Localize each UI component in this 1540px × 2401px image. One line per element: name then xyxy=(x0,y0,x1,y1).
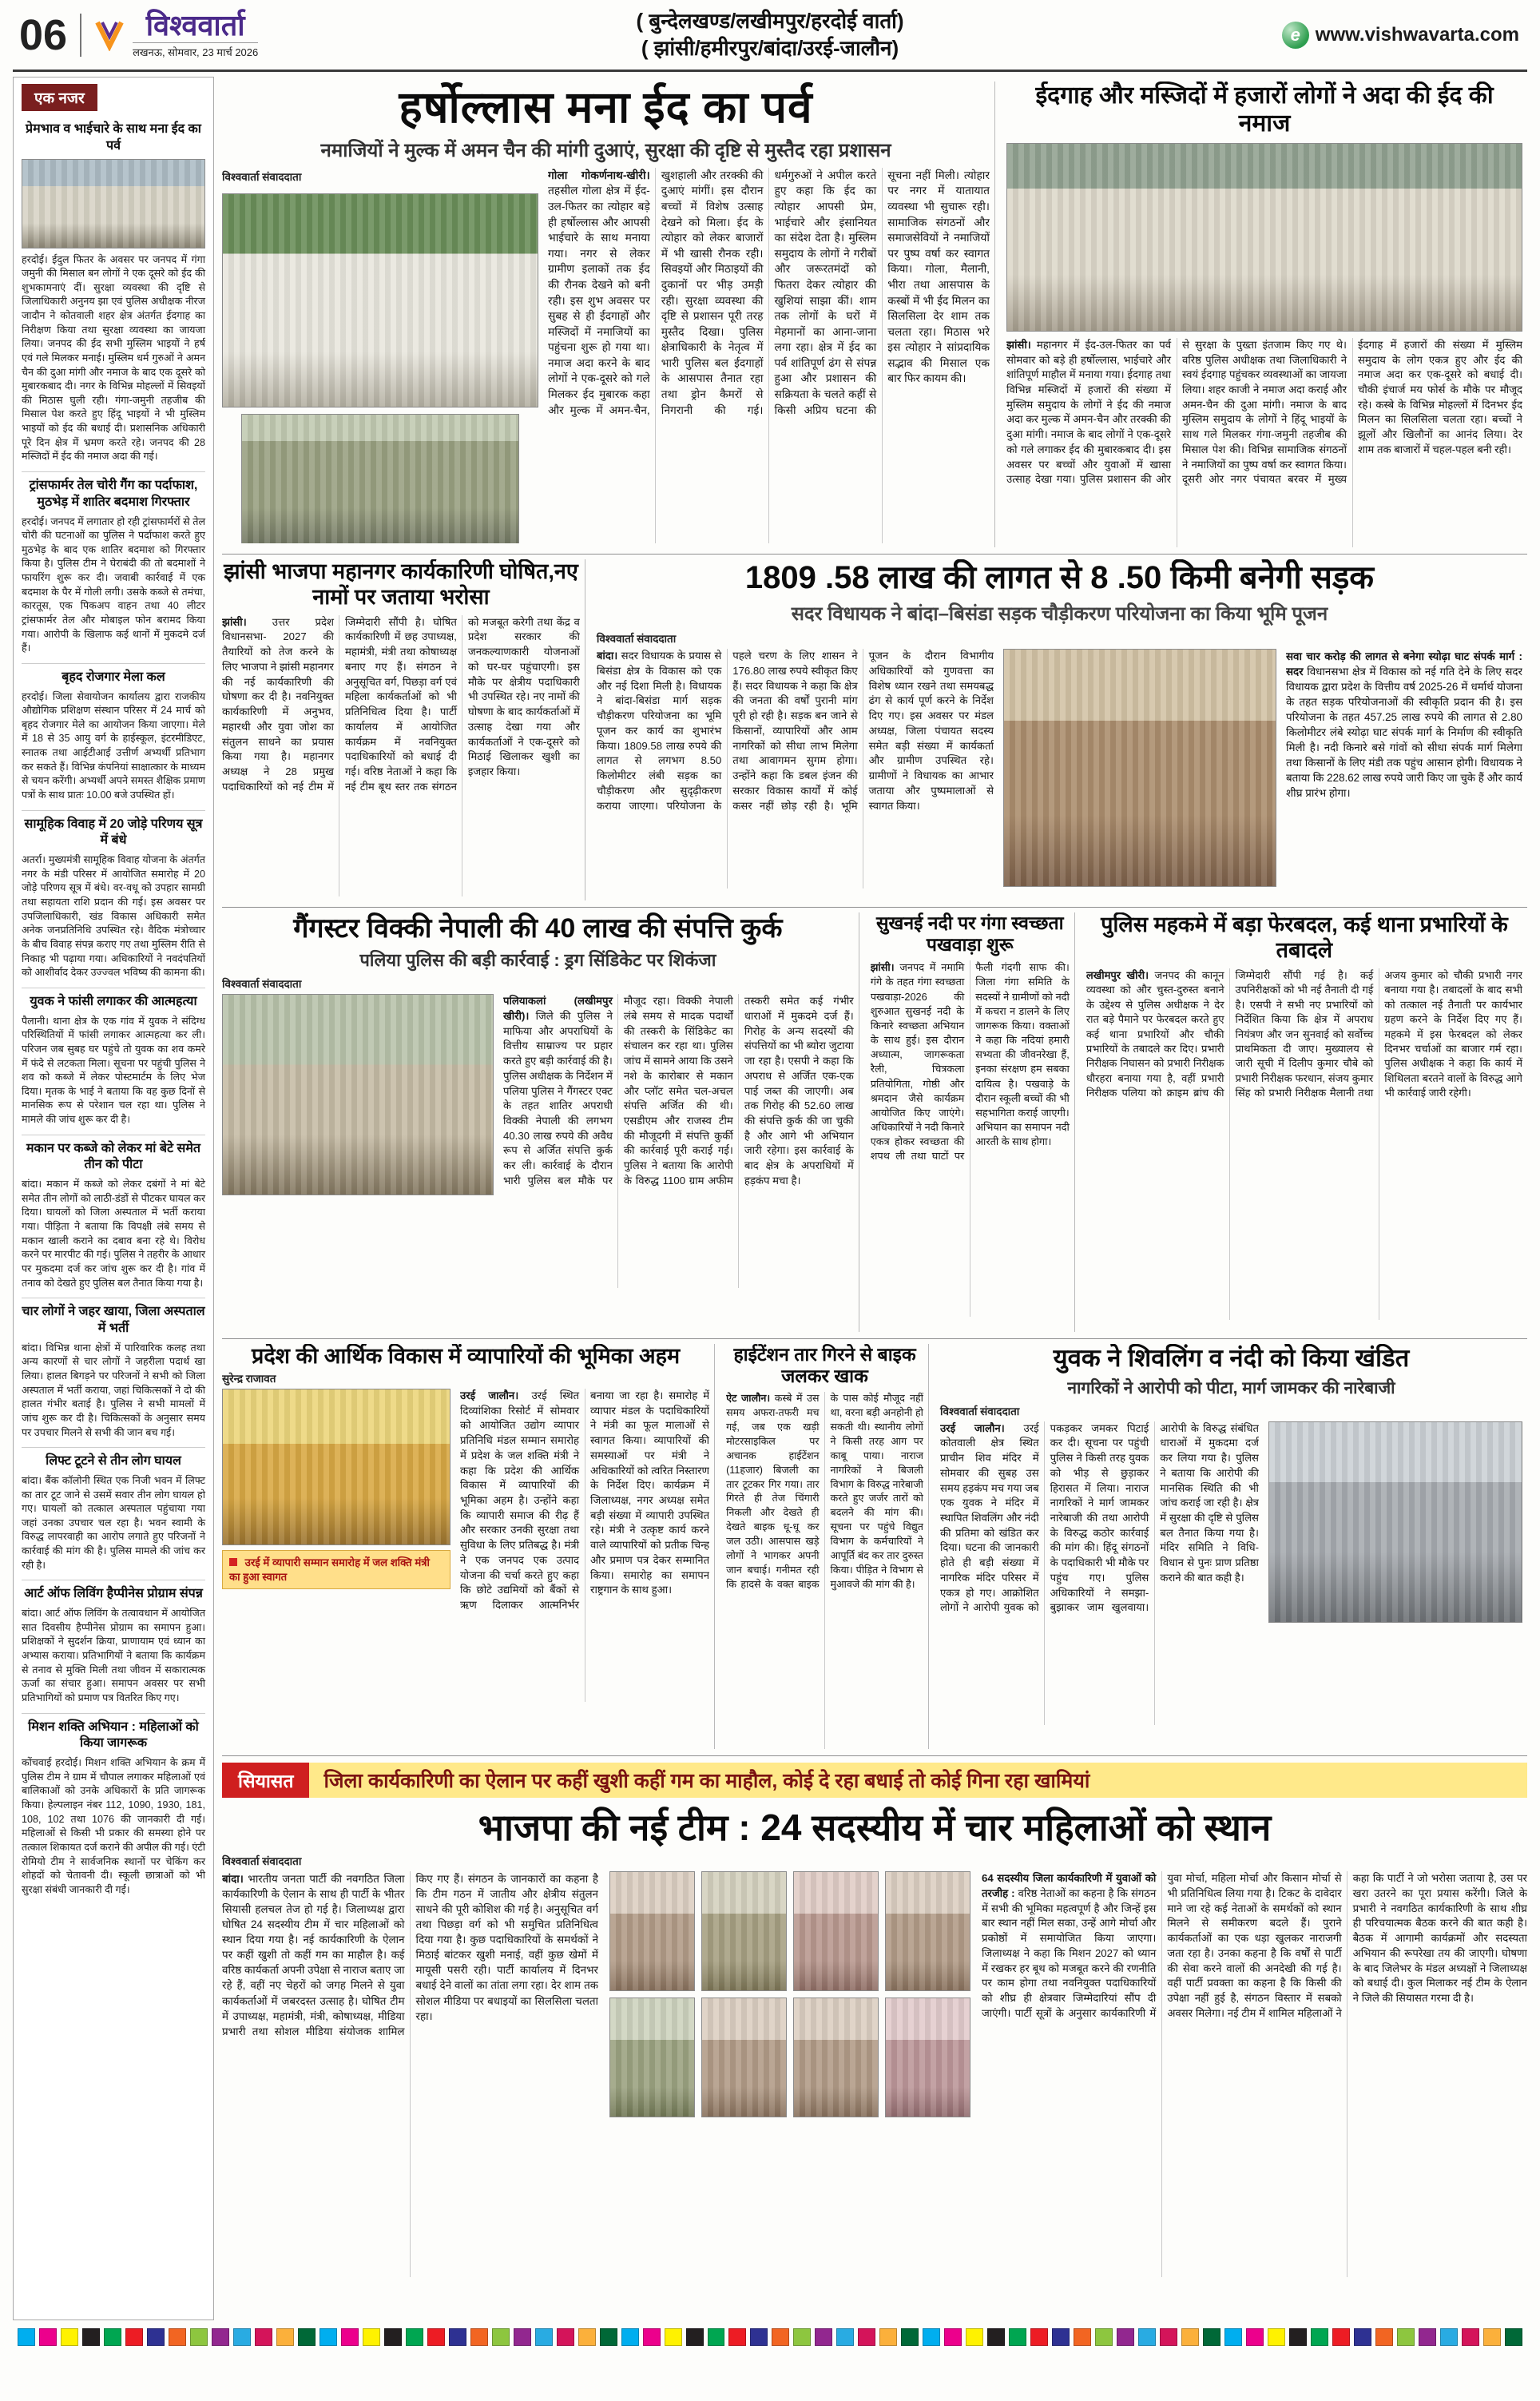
traders-body-text: उरई स्थित दिव्यांशिका रिसोर्ट में सोमवार को आयोजित उद्योग व्यापार प्रतिनिधि मंडल सम्मान समारोह में प्रदेश के जल शक्ति मंत्री ने कहा कि प्रदेश की आर्थिक विकास में व्यापारियों की भूमिका अहम है। उन्होंने कहा कि व्यापारी समाज की रीढ़ हैं और सरकार उनकी सुरक्षा तथा सुविधा के लिए प्रतिबद्ध है। मंत्री ने एक जनपद एक उत्पाद योजना की चर्चा करते हुए कहा कि छोटे उद्यमियों को बैंकों से ऋण दिलाकर आत्मनिर्भर बनाया जा रहा है। समारोह में व्यापार मंडल के पदाधिकारियों ने मंत्री का फूल मालाओं से स्वागत किया। व्यापारियों की समस्याओं पर मंत्री ने अधिकारियों को त्वरित निस्तारण के निर्देश दिए। कार्यक्रम में जिलाध्यक्ष, नगर अध्यक्ष समेत बड़ी संख्या में व्यापारी उपस्थित रहे। मंत्री ने उत्कृष्ट कार्य करने वाले व्यापारियों को प्रतीक चिन्ह और प्रमाण पत्र देकर सम्मानित किया। समारोह का समापन राष्ट्रगान के साथ हुआ। xyxy=(460,1389,710,1612)
color-swatch xyxy=(944,2328,962,2346)
sukhnai-body-text: जनपद में नमामि गंगे के तहत गंगा स्वच्छता पखवाड़ा-2026 की शुरुआत सुखनई नदी के किनारे स्वच्छता अभियान के साथ हुई। इस दौरान अध्यात्म, जागरूकता रैली, चित्रकला प्रतियोगिता, गोष्ठी और श्रमदान जैसे कार्यक्रम आयोजित किए जाएंगे। अधिकारियों ने नदी किनारे एकत्र होकर स्वच्छता की शपथ ली तथा घाटों पर फैली गंदगी साफ की। जिला गंगा समिति के सदस्यों ने ग्रामीणों को नदी में कचरा न डालने के लिए जागरूक किया। वक्ताओं ने कहा कि नदियां हमारी सभ्यता की जीवनरेखा हैं, इनका संरक्षण हम सबका दायित्व है। पखवाड़े के दौरान स्कूली बच्चों की भी सहभागिता कराई जाएगी। अभियान का समापन नदी आरती के साथ होगा। xyxy=(870,961,1070,1163)
road-dateline: बांदा। xyxy=(596,650,618,662)
lead-byline: विश्ववार्ता संवाददाता xyxy=(222,170,302,183)
road-body xyxy=(597,649,994,888)
lead-dateline: गोला गोकर्णनाथ-खीरी। xyxy=(548,169,650,181)
article-eidgah-namaz xyxy=(994,81,1527,547)
leader-portrait-photo xyxy=(885,1998,970,2117)
property-seizure-photo xyxy=(222,994,494,1195)
article-hightension-bike xyxy=(714,1344,928,1749)
sidebar-ek-nazar xyxy=(13,77,214,2320)
color-swatch xyxy=(901,2328,919,2346)
color-swatch xyxy=(212,2328,229,2346)
sidebar-article-transformer-gang xyxy=(22,472,205,664)
sidebar-eid-photo xyxy=(22,159,205,248)
article-traders-role xyxy=(222,1344,714,1749)
edition-regions-line2: ( झांसी/हमीरपुर/बांदा/उरई-जालौन) xyxy=(641,35,899,60)
row-fourth xyxy=(222,1339,1527,1756)
lead-subhead: नमाजियों ने मुल्क में अमन चैन की मांगी दुआएं, सुरक्षा की दृष्टि से मुस्तैद रहा प्रशासन xyxy=(320,139,891,161)
color-swatch xyxy=(18,2328,35,2346)
road-byline: विश्ववार्ता संवाददाता xyxy=(596,633,677,646)
sidebar-article-title: प्रेमभाव व भाईचारे के साथ मना ईद का पर्व xyxy=(26,122,201,153)
color-swatch xyxy=(987,2328,1005,2346)
masthead-dateline: लखनऊ, सोमवार, 23 मार्च 2026 xyxy=(133,42,258,59)
article-road-project xyxy=(585,559,1527,900)
road-body-text: सदर विधायक के प्रयास से बिसंडा क्षेत्र के विकास को एक और नई दिशा मिली है। विधायक ने बांदा-बिसंडा मार्ग सड़क चौड़ीकरण परियोजना का भूमि पूजन कर कार्य का शुभारंभ किया। 1809.58 लाख रुपये की लागत से लगभग 8.50 किलोमीटर लंबी सड़क का चौड़ीकरण और सुदृढ़ीकरण कराया जाएगा। परियोजना के पहले चरण के लिए शासन ने 176.80 लाख रुपये स्वीकृत किए हैं। सदर विधायक ने कहा कि क्षेत्र की जनता की वर्षों पुरानी मांग पूरी हो रही है। सड़क बन जाने से किसानों, व्यापारियों और आम नागरिकों को सीधा लाभ मिलेगा तथा आवागमन सुगम होगा। उन्होंने कहा कि डबल इंजन की सरकार विकास कार्यों में कोई कसर नहीं छोड़ रही है। भूमि पूजन के दौरान विभागीय अधिकारियों को गुणवत्ता का विशेष ध्यान रखने तथा समयबद्ध ढंग से कार्य पूर्ण करने के निर्देश दिए गए। इस अवसर पर मंडल अध्यक्ष, जिला पंचायत सदस्य समेत बड़ी संख्या में कार्यकर्ता और ग्रामीण उपस्थित रहे। ग्रामीणों ने विधायक का आभार जताया और पुष्पमालाओं से स्वागत किया। xyxy=(596,650,994,812)
traders-dateline: उरई जालौन। xyxy=(460,1389,519,1401)
hightension-body xyxy=(726,1392,923,1749)
color-swatch xyxy=(557,2328,574,2346)
color-swatch xyxy=(514,2328,531,2346)
color-swatch xyxy=(600,2328,617,2346)
color-swatch xyxy=(384,2328,402,2346)
color-swatch xyxy=(535,2328,553,2346)
color-swatch xyxy=(621,2328,639,2346)
color-swatch xyxy=(125,2328,143,2346)
color-swatch xyxy=(427,2328,445,2346)
color-swatch xyxy=(923,2328,940,2346)
traders-content xyxy=(222,1389,709,1702)
traders-body xyxy=(460,1389,709,1702)
lead-photo-column xyxy=(222,168,538,543)
lead-headline: हर्षोल्लास मना ईद का पर्व xyxy=(399,82,813,132)
shivling-body-text: उरई कोतवाली क्षेत्र स्थित प्राचीन शिव मंदिर में सोमवार की सुबह उस समय हड़कंप मच गया जब एक युवक ने मंदिर में स्थापित शिवलिंग और नंदी की प्रतिमा को खंडित कर दिया। घटना की जानकारी होते ही बड़ी संख्या में नागरिक मंदिर परिसर में एकत्र हो गए। आक्रोशित लोगों ने आरोपी युवक को पकड़कर जमकर पिटाई कर दी। सूचना पर पहुंची पुलिस ने किसी तरह युवक को भीड़ से छुड़ाकर हिरासत में लिया। नाराज नागरिकों ने मार्ग जामकर नारेबाजी की तथा आरोपी के विरुद्ध कठोर कार्रवाई की मांग की। हिंदू संगठनों के पदाधिकारी भी मौके पर पहुंच गए। पुलिस अधिकारियों ने समझा-बुझाकर जाम खुलवाया। आरोपी के विरुद्ध संबंधित धाराओं में मुकदमा दर्ज कर लिया गया है। पुलिस ने बताया कि आरोपी की मानसिक स्थिति की भी जांच कराई जा रही है। क्षेत्र में सुरक्षा की दृष्टि से पुलिस बल तैनात किया गया है। मंदिर समिति ने विधि-विधान से पुनः प्राण प्रतिष्ठा कराने की बात कही है। xyxy=(939,1421,1259,1614)
jhansi-bjp-body-text: उत्तर प्रदेश विधानसभा- 2027 की तैयारियों को तेज करने के लिए भाजपा ने झांसी महानगर की नई कार्यकारिणी की घोषणा कर दी है। नवनियुक्त कार्यकारिणी में अनुभव, महारथी और युवा जोश का संतुलन साधने का प्रयास किया गया है। महानगर अध्यक्ष ने 28 प्रमुख पदाधिकारियों को नई टीम में जिम्मेदारी सौंपी है। घोषित कार्यकारिणी में छह उपाध्यक्ष, महामंत्री, मंत्री तथा कोषाध्यक्ष बनाए गए हैं। संगठन ने अनुसूचित वर्ग, पिछड़ा वर्ग एवं महिला कार्यकर्ताओं को भी प्रतिनिधित्व दिया है। पार्टी कार्यालय में आयोजित कार्यक्रम में नवनियुक्त पदाधिकारियों को बधाई दी गई। वरिष्ठ नेताओं ने कहा कि नई टीम बूथ स्तर तक संगठन को मजबूत करेगी तथा केंद्र व प्रदेश सरकार की जनकल्याणकारी योजनाओं को घर-घर पहुंचाएगी। इस मौके पर क्षेत्रीय पदाधिकारी भी उपस्थित रहे। नए नामों की घोषणा के बाद कार्यकर्ताओं में उत्साह देखा गया और कार्यकर्ताओं ने एक-दूसरे को मिठाई खिलाकर खुशी का इजहार किया। xyxy=(222,615,580,793)
color-swatch xyxy=(1354,2328,1371,2346)
gangster-body-text: जिले की पुलिस ने माफिया और अपराधियों के वित्तीय साम्राज्य पर प्रहार करते हुए बड़ी कार्रवाई की है। पुलिस अधीक्षक के निर्देशन में पलिया पुलिस ने गैंगस्टर एक्ट के तहत शातिर अपराधी विक्की नेपाली की लगभग 40.30 लाख रुपये की अवैध रूप से अर्जित संपत्ति कुर्क कर ली। कार्रवाई के दौरान भारी पुलिस बल मौके पर मौजूद रहा। विक्की नेपाली लंबे समय से मादक पदार्थों की तस्करी के सिंडिकेट का संचालन कर रहा था। पुलिस जांच में सामने आया कि उसने नशे के कारोबार से मकान और प्लॉट समेत चल-अचल संपत्ति अर्जित की थी। एसडीएम और राजस्व टीम की मौजूदगी में संपत्ति कुर्की की कार्रवाई पूरी कराई गई। पुलिस ने बताया कि आरोपी के विरुद्ध 1100 ग्राम अफीम तस्करी समेत कई गंभीर धाराओं में मुकदमे दर्ज हैं। गिरोह के अन्य सदस्यों की संपत्तियों का भी ब्योरा जुटाया जा रहा है। एसपी ने कहा कि अपराध से अर्जित एक-एक पाई जब्त की जाएगी। अब तक गिरोह की 52.60 लाख की संपत्ति कुर्क की जा चुकी है और आगे भी अभियान जारी रहेगा। इस कार्रवाई के बाद क्षेत्र के अपराधियों में हड़कंप मचा है। xyxy=(503,995,854,1187)
politics-dateline: बांदा। xyxy=(222,1873,244,1886)
sidebar-article-art-of-living xyxy=(22,1580,205,1713)
police-body-text: जनपद की कानून व्यवस्था को और चुस्त-दुरुस्त बनाने के उद्देश्य से पुलिस अधीक्षक ने देर रात बड़े पैमाने पर फेरबदल करते हुए कई थाना प्रभारियों और चौकी प्रभारियों के तबादले कर दिए। प्रभारी निरीक्षक निघासन को प्रभारी निरीक्षक धौरहरा बनाया गया है, वहीं प्रभारी निरीक्षक पलिया को क्राइम ब्रांच की जिम्मेदारी सौंपी गई है। कई उपनिरीक्षकों को भी नई तैनाती दी गई है। एसपी ने सभी नए प्रभारियों को निर्देशित किया कि क्षेत्र में अपराध नियंत्रण और जन सुनवाई को सर्वोच्च प्राथमिकता दी जाए। मुख्यालय से जारी सूची में दिलीप कुमार चौबे को प्रभारी निरीक्षक फरधान, संजय कुमार सिंह को प्रभारी निरीक्षक मैलानी तथा अजय कुमार को चौकी प्रभारी नगर बनाया गया है। तबादलों के बाद सभी को तत्काल नई तैनाती पर कार्यभार ग्रहण करने के निर्देश दिए गए हैं। महकमे में इस फेरबदल को लेकर दिनभर चर्चाओं का बाजार गर्म रहा। पुलिस अधीक्षक ने कहा कि कार्य में शिथिलता बरतने वालों के विरुद्ध आगे भी कार्रवाई जारी रहेगी। xyxy=(1086,968,1522,1099)
gangster-subhead: पलिया पुलिस की बड़ी कार्रवाई : ड्रग सिंडिकेट पर शिकंजा xyxy=(359,950,716,971)
jhansi-bjp-headline: झांसी भाजपा महानगर कार्यकारिणी घोषित,नए नामों पर जताया भरोसा xyxy=(224,559,578,609)
color-swatch xyxy=(750,2328,768,2346)
politics-crosshead: 64 सदस्यीय जिला कार्यकारिणी में युवाओं को तरजीह : xyxy=(982,1872,1157,1899)
shivling-headline: युवक ने शिवलिंग व नंदी को किया खंडित xyxy=(1053,1344,1410,1372)
leader-portrait-photo xyxy=(701,1871,787,1991)
sidebar-section-label: एक नजर xyxy=(22,84,97,111)
eidgah-crowd-photo xyxy=(1006,143,1522,332)
sidebar-article-title: सामूहिक विवाह में 20 जोड़े परिणय सूत्र में बंधे xyxy=(24,817,203,848)
color-swatch xyxy=(578,2328,596,2346)
color-swatch xyxy=(492,2328,510,2346)
color-swatch xyxy=(1462,2328,1479,2346)
color-swatch xyxy=(1397,2328,1415,2346)
politics-banner: जिला कार्यकारिणी का ऐलान पर कहीं खुशी कहीं गम का माहौल, कोई दे रहा बधाई तो कोई गिना रहा खामियां xyxy=(309,1763,1527,1798)
gangster-headline: गैंगस्टर विक्की नेपाली की 40 लाख की संपत्ति कुर्क xyxy=(293,913,783,944)
color-swatch xyxy=(1074,2328,1091,2346)
color-swatch xyxy=(1289,2328,1307,2346)
shivling-subhead: नागरिकों ने आरोपी को पीटा, मार्ग जामकर की नारेबाजी xyxy=(1067,1378,1395,1397)
jhansi-bjp-dateline: झांसी। xyxy=(222,615,247,628)
color-swatch xyxy=(966,2328,983,2346)
hightension-dateline: ऐट जालौन। xyxy=(726,1393,771,1405)
row-third xyxy=(222,908,1527,1339)
sidebar-article-title: लिफ्ट टूटने से तीन लोग घायल xyxy=(46,1454,181,1469)
leader-portrait-photo xyxy=(793,1998,879,2117)
section-politics xyxy=(222,1756,1527,2287)
sidebar-article-body: हरदोई। ईदुल फितर के अवसर पर जनपद में गंगा जमुनी की मिसाल बन लोगों ने एक दूसरे को ईद की शुभकामनाएं दीं। सुरक्षा व्यवस्था की दृष्टि से जिलाधिकारी अनुनय झा एवं पुलिस अधीक्षक नीरज जादौन ने कोतवाली शहर क्षेत्र अंतर्गत ईदगाह का निरीक्षण किया तथा सुरक्षा व्यवस्था का जायजा लिया। जनपद की ईद सभी मुस्लिम भाइयों ने हर्ष एवं गले मिलकर मनाई। मुस्लिम धर्म गुरुओं ने अमन चैन की दुआ मांगी और नमाज के बाद एक दूसरे को मुबारकबाद दी। नगर के विभिन्न मोहल्लों में सिवइयों की मिठास घुली रही। गंगा-जमुनी तहजीब की मिसाल पेश करते हुए हिंदू भाइयों ने भी मुस्लिम भाइयों को ईद की बधाई दी। प्रशासनिक अधिकारी पूरे दिन क्षेत्र में भ्रमण करते रहे। जनपद की 28 मस्जिदों में ईद की नमाज अदा की गई। xyxy=(22,253,205,463)
traders-photo-caption xyxy=(222,1550,450,1590)
color-swatch xyxy=(1505,2328,1522,2346)
color-swatch xyxy=(879,2328,897,2346)
website-url[interactable]: www.vishwavarta.com xyxy=(1315,23,1519,46)
sidebar-article-house-dispute xyxy=(22,1135,205,1299)
color-swatch xyxy=(341,2328,359,2346)
color-swatch xyxy=(1203,2328,1220,2346)
sidebar-article-suicide xyxy=(22,988,205,1135)
color-swatch xyxy=(793,2328,811,2346)
color-swatch xyxy=(363,2328,380,2346)
article-jhansi-bjp xyxy=(222,559,585,900)
color-swatch xyxy=(686,2328,704,2346)
road-sidebox-title: सवा चार करोड़ की लागत से बनेगा स्योढ़ा घाट संपर्क मार्ग : सदर xyxy=(1286,650,1522,678)
color-swatch xyxy=(169,2328,186,2346)
color-swatch xyxy=(1224,2328,1242,2346)
politics-body-right-text: वरिष्ठ नेताओं का कहना है कि संगठन में सभी की भूमिका महत्वपूर्ण है और जिन्हें इस बार स्थान नहीं मिल सका, उन्हें आगे मोर्चा और प्रकोष्ठों में समायोजित किया जाएगा। जिलाध्यक्ष ने कहा कि मिशन 2027 को ध्यान में रखकर हर बूथ को मजबूत करने की रणनीति पर काम होगा तथा नवनियुक्त पदाधिकारियों को शीघ्र ही क्षेत्रवार जिम्मेदारियां सौंप दी जाएंगी। पार्टी सूत्रों के अनुसार कार्यकारिणी में युवा मोर्चा, महिला मोर्चा और किसान मोर्चा से भी प्रतिनिधित्व लिया गया है। टिकट के दावेदार माने जा रहे कई नेताओं के समर्थकों को स्थान मिलने से समीकरण बदले हैं। पुराने कार्यकर्ताओं का एक धड़ा खुलकर नाराजगी जता रहा है। उनका कहना है कि वर्षों से पार्टी की सेवा करने वालों की अनदेखी की गई है। वहीं पार्टी प्रवक्ता का कहना है कि किसी की उपेक्षा नहीं हुई है, संगठन विस्तार में सबको अवसर मिलेगा। नई टीम में शामिल महिलाओं ने कहा कि पार्टी ने जो भरोसा जताया है, उस पर खरा उतरने का पूरा प्रयास करेंगी। जिले के प्रभारी ने नवगठित कार्यकारिणी के साथ शीघ्र ही परिचयात्मक बैठक करने की बात कही है। बैठक में आगामी कार्यक्रमों और सदस्यता अभियान की रूपरेखा तय की जाएगी। घोषणा के बाद जिलेभर के मंडल अध्यक्षों ने जिलाध्यक्ष को बधाई दी। कुल मिलाकर नई टीम के ऐलान ने जिले की सियासत गरमा दी है। xyxy=(982,1872,1527,2019)
police-headline: पुलिस महकमे में बड़ा फेरबदल, कई थाना प्रभारियों के तबादले xyxy=(1101,912,1508,962)
row-top xyxy=(222,77,1527,555)
eidgah-body xyxy=(1006,338,1522,547)
color-swatch xyxy=(858,2328,875,2346)
sidebar-article-body: पैलानी। थाना क्षेत्र के एक गांव में युवक ने संदिग्ध परिस्थितियों में फांसी लगाकर आत्महत्या कर ली। परिजन जब सुबह घर पहुंचे तो युवक का शव कमरे में फंदे से लटकता मिला। सूचना पर पहुंची पुलिस ने शव को कब्जे में लेकर पोस्टमार्टम के लिए भेज दिया। मृतक के भाई ने बताया कि वह कुछ दिनों से मानसिक रूप से परेशान चल रहा था। पुलिस ने मामले की जांच शुरू कर दी है। xyxy=(22,1015,205,1125)
row-second xyxy=(222,555,1527,908)
article-sukhnai-ganga xyxy=(859,912,1074,1332)
hightension-body-text: कस्बे में उस समय अफरा-तफरी मच गई, जब एक खड़ी मोटरसाइकिल पर अचानक हाईटेंशन (11हजार) बिजली का तार टूटकर गिर गया। तार गिरते ही तेज चिंगारी निकली और देखते ही देखते बाइक धू-धू कर जल उठी। आसपास खड़े लोगों ने भागकर अपनी जान बचाई। गनीमत रही कि हादसे के वक्त बाइक के पास कोई मौजूद नहीं था, वरना बड़ी अनहोनी हो सकती थी। स्थानीय लोगों ने किसी तरह आग पर काबू पाया। नाराज नागरिकों ने बिजली विभाग के विरुद्ध नारेबाजी करते हुए जर्जर तारों को बदलने की मांग की। सूचना पर पहुंचे विद्युत विभाग के कर्मचारियों ने आपूर्ति बंद कर तार दुरुस्त किया। पीड़ित ने विभाग से मुआवजे की मांग की है। xyxy=(726,1393,923,1590)
color-swatch xyxy=(836,2328,854,2346)
sukhnai-headline: सुखनई नदी पर गंगा स्वच्छता पखवाड़ा शुरू xyxy=(875,912,1064,956)
color-swatch xyxy=(255,2328,272,2346)
lead-content xyxy=(222,168,990,543)
gangster-body xyxy=(503,994,854,1288)
eidgah-dateline: झांसी। xyxy=(1006,338,1031,351)
sidebar-article-title: ट्रांसफार्मर तेल चोरी गैंग का पर्दाफाश, मुठभेड़ में शातिर बदमाश गिरफ्तार xyxy=(29,478,198,509)
shivling-body xyxy=(940,1421,1259,1725)
sidebar-article-title: मिशन शक्ति अभियान : महिलाओं को किया जागरूक xyxy=(28,1719,199,1751)
sidebar-article-body: हरदोई। जनपद में लगातार हो रही ट्रांसफार्मरों से तेल चोरी की घटनाओं का पुलिस ने पर्दाफाश करते हुए मुठभेड़ के बाद एक शातिर बदमाश को गिरफ्तार किया है। पुलिस टीम ने घेराबंदी की तो बदमाशों ने फायरिंग शुरू कर दी। जवाबी कार्रवाई में एक बदमाश के पैर में गोली लगी। उसके कब्जे से तमंचा, कारतूस, एक पिकअप वाहन तथा 40 लीटर ट्रांसफार्मर तेल और मोबाइल फोन बरामद किया गया। आरोपी के खिलाफ कई थानों में मुकदमे दर्ज हैं। xyxy=(22,515,205,654)
politics-byline: विश्ववार्ता संवाददाता xyxy=(222,1855,302,1868)
color-swatch xyxy=(1009,2328,1026,2346)
masthead-title-block xyxy=(133,10,258,59)
gangster-byline: विश्ववार्ता संवाददाता xyxy=(222,978,302,991)
color-swatch xyxy=(190,2328,208,2346)
politics-body-left-text: भारतीय जनता पार्टी की नवगठित जिला कार्यकारिणी के ऐलान के साथ ही पार्टी के भीतर सियासी हलचल तेज हो गई है। जिलाध्यक्ष द्वारा घोषित 24 सदस्यीय टीम में चार महिलाओं को स्थान दिया गया है। नई कार्यकारिणी के ऐलान पर कहीं खुशी तो कहीं गम का माहौल है। कई वरिष्ठ कार्यकर्ता अपनी उपेक्षा से नाराज बताए जा रहे हैं, वहीं नए चेहरों को जगह मिलने से युवा कार्यकर्ताओं में जबरदस्त उत्साह है। घोषित टीम में उपाध्यक्ष, महामंत्री, मंत्री, कोषाध्यक्ष, मीडिया प्रभारी तथा सोशल मीडिया संयोजक शामिल किए गए हैं। संगठन के जानकारों का कहना है कि टीम गठन में जातीय और क्षेत्रीय संतुलन साधने की पूरी कोशिश की गई है। अनुसूचित वर्ग तथा पिछड़ा वर्ग को भी समुचित प्रतिनिधित्व दिया गया है। कुछ पदाधिकारियों के समर्थकों ने मिठाई बांटकर खुशी मनाई, वहीं कुछ खेमों में मायूसी पसरी रही। पार्टी कार्यालय में दिनभर बधाई देने वालों का तांता लगा रहा। देर शाम तक सोशल मीडिया पर बधाइयों का सिलसिला चलता रहा। xyxy=(222,1873,598,2037)
road-headline: 1809 .58 लाख की लागत से 8 .50 किमी बनेगी सड़क xyxy=(744,560,1374,595)
sidebar-article-body: बांदा। बैंक कॉलोनी स्थित एक निजी भवन में लिफ्ट का तार टूट जाने से उसमें सवार तीन लोग घायल हो गए। घायलों को तत्काल अस्पताल पहुंचाया गया जहां उनका उपचार चल रहा है। भवन स्वामी के विरुद्ध लापरवाही का आरोप लगाते हुए परिजनों ने कार्रवाई की मांग की है। पुलिस मामले की जांच कर रही है। xyxy=(22,1474,205,1571)
sidebar-article-mission-shakti xyxy=(22,1714,205,1905)
color-swatch xyxy=(708,2328,725,2346)
sidebar-article-body: बांदा। विभिन्न थाना क्षेत्रों में पारिवारिक कलह तथा अन्य कारणों से चार लोगों ने जहरीला पदार्थ खा लिया। हालत बिगड़ने पर परिजनों ने सभी को जिला अस्पताल में भर्ती कराया, जहां चिकित्सकों ने दो की हालत गंभीर बताई है। पुलिस ने सभी मामलों में जांच शुरू कर दी है। चिकित्सकों के अनुसार समय पर उपचार मिलने से सभी की जान बच गई। xyxy=(22,1342,205,1438)
sidebar-article-title: आर्ट ऑफ लिविंग हैप्पीनेस प्रोग्राम संपन्न xyxy=(24,1587,203,1601)
eidgah-headline: ईदगाह और मस्जिदों में हजारों लोगों ने अदा की ईद की नमाज xyxy=(1035,82,1494,137)
article-lead-eid xyxy=(222,81,994,547)
minister-welcome-photo xyxy=(222,1389,450,1545)
eidgah-body-text: महानगर में ईद-उल-फितर का पर्व सोमवार को बड़े ही हर्षोल्लास, भाईचारे और शांतिपूर्ण माहौल में मनाया गया। ईदगाह तथा विभिन्न मस्जिदों में हजारों की संख्या में मुस्लिम समुदाय के लोगों ने ईद की नमाज अदा कर मुल्क में अमन-चैन और तरक्की की दुआ मांगी। नमाज के बाद लोगों ने एक-दूसरे को गले लगाकर ईद की मुबारकबाद दी। इस अवसर पर बच्चों और युवाओं में खासा उत्साह देखा गया। पुलिस प्रशासन की ओर से सुरक्षा के पुख्ता इंतजाम किए गए थे। वरिष्ठ पुलिस अधीक्षक तथा जिलाधिकारी ने स्वयं ईदगाह पहुंचकर व्यवस्थाओं का जायजा लिया। शहर काजी ने नमाज अदा कराई और अमन-चैन की दुआ मांगी। नमाज के बाद मुस्लिम समुदाय के लोगों ने हिंदू भाइयों के साथ गले मिलकर गंगा-जमुनी तहजीब की मिसाल पेश की। विभिन्न सामाजिक संगठनों ने नमाजियों का पुष्प वर्षा कर स्वागत किया। दूसरी ओर नगर पंचायत बरवर में मुख्य ईदगाह में हजारों की संख्या में मुस्लिम समुदाय के लोग एकत्र हुए और ईद की नमाज अदा कर एक-दूसरे को बधाई दी। चौकी इंचार्ज मय फोर्स के मौके पर मौजूद रहे। कस्बे के विभिन्न मोहल्लों में दिनभर ईद मिलन का सिलसिला चलता रहा। बच्चों ने झूलों और खिलौनों का आनंद लिया। देर शाम तक बाजारों में चहल-पहल बनी रही। xyxy=(1006,338,1522,486)
lead-body xyxy=(548,168,990,543)
color-swatch xyxy=(233,2328,251,2346)
jhansi-bjp-body xyxy=(222,615,580,896)
main-content xyxy=(222,77,1527,2320)
color-swatch xyxy=(104,2328,121,2346)
sidebar-article-body: बांदा। आर्ट ऑफ लिविंग के तत्वावधान में आयोजित सात दिवसीय हैप्पीनेस प्रोग्राम का समापन हुआ। प्रशिक्षकों ने सुदर्शन क्रिया, प्राणायाम एवं ध्यान का अभ्यास कराया। प्रतिभागियों ने बताया कि कार्यक्रम से तनाव से मुक्ति मिली तथा जीवन में सकारात्मक ऊर्जा का संचार हुआ। समापन अवसर पर सभी प्रतिभागियों को प्रमाण पत्र वितरित किए गए। xyxy=(22,1608,205,1703)
color-swatch xyxy=(82,2328,100,2346)
color-swatch xyxy=(1138,2328,1156,2346)
masthead xyxy=(13,3,1527,72)
leader-portrait-photo xyxy=(701,1998,787,2117)
article-police-transfers xyxy=(1074,912,1527,1332)
traders-byline: सुरेन्द्र राजावत xyxy=(222,1372,276,1385)
color-swatch xyxy=(1483,2328,1501,2346)
leader-portrait-photo xyxy=(885,1871,970,1991)
police-patrol-photo xyxy=(241,414,519,543)
sidebar-article-mass-wedding xyxy=(22,811,205,988)
page-body-layout xyxy=(13,77,1527,2320)
color-calibration-bar xyxy=(13,2320,1527,2346)
gangster-dateline: पलियाकलां (लखीमपुर खीरी)। xyxy=(503,995,613,1022)
eid-namaz-crowd-photo xyxy=(222,193,538,407)
color-swatch xyxy=(298,2328,316,2346)
politics-tag: सियासत xyxy=(222,1763,309,1798)
color-swatch xyxy=(276,2328,294,2346)
masthead-logo-block xyxy=(93,10,258,59)
color-swatch xyxy=(1117,2328,1134,2346)
color-swatch xyxy=(1181,2328,1199,2346)
color-swatch xyxy=(1052,2328,1070,2346)
color-swatch xyxy=(772,2328,789,2346)
color-swatch xyxy=(320,2328,337,2346)
shivling-dateline: उरई जालौन। xyxy=(939,1421,1005,1434)
edition-regions xyxy=(258,8,1282,62)
politics-body-right xyxy=(982,1871,1527,2277)
politics-body-left xyxy=(222,1871,598,2277)
sidebar-article-body: कोंचवाई हरदोई। मिशन शक्ति अभियान के क्रम में पुलिस टीम ने ग्राम में चौपाल लगाकर महिलाओं एवं बालिकाओं को उनके अधिकारों के प्रति जागरूक किया। हेल्पलाइन नंबर 112, 1090, 1930, 181, 108, 102 तथा 1076 की जानकारी दी गई। महिलाओं से किसी भी प्रकार की समस्या होने पर तत्काल शिकायत दर्ज कराने की अपील की गई। एंटी रोमियो टीम ने सार्वजनिक स्थानों पर चेकिंग कर शोहदों को चेतावनी दी। स्कूली छात्राओं को भी सुरक्षा संबंधी जानकारी दी गई। xyxy=(22,1757,205,1895)
color-swatch xyxy=(1268,2328,1285,2346)
sidebar-article-title: बृहद रोजगार मेला कल xyxy=(62,670,165,684)
sidebar-article-title: युवक ने फांसी लगाकर की आत्महत्या xyxy=(30,994,197,1008)
sukhnai-dateline: झांसी। xyxy=(870,961,895,974)
color-swatch xyxy=(470,2328,488,2346)
politics-strip xyxy=(222,1763,1527,1798)
road-sidebox-body: विधानसभा क्षेत्र में विकास को नई गति देने के लिए सदर विधायक द्वारा प्रदेश के वित्तीय वर्ष 2025-26 में धर्मार्थ योजना के तहत सड़क परियोजनाओं की स्वीकृति प्रदान की है। इस परियोजना के तहत 457.25 लाख रुपये की लागत से 2.80 किलोमीटर लंबे स्योढ़ा घाट संपर्क मार्ग के निर्माण की स्वीकृति मिली है। नदी किनारे बसे गांवों को सीधा संपर्क मार्ग मिलेगा तथा किसानों के लिए मंडी तक पहुंच आसान होगी। विधायक ने बताया कि 228.62 लाख रुपये जारी किए जा चुके हैं और कार्य शीघ्र प्रारंभ होगा। xyxy=(1286,666,1522,800)
leader-portrait-photo xyxy=(793,1871,879,1991)
politics-content xyxy=(222,1871,1527,2277)
leader-portrait-photo xyxy=(609,1871,695,1991)
color-swatch xyxy=(61,2328,78,2346)
sidebar-article-eid xyxy=(22,116,205,472)
article-gangster-seizure xyxy=(222,912,859,1332)
color-swatch xyxy=(815,2328,832,2346)
traders-photo-column xyxy=(222,1389,450,1702)
color-swatch xyxy=(449,2328,466,2346)
sidebar-article-poison xyxy=(22,1298,205,1448)
road-content xyxy=(597,649,1522,888)
lead-body-text: तहसील गोला क्षेत्र में ईद-उल-फितर का त्योहार बड़े ही हर्षोल्लास और आपसी भाईचारे के साथ मनाया गया। नगर से लेकर ग्रामीण इलाकों तक ईद की रौनक देखने को बनी रही। इस शुभ अवसर पर सुबह से ही ईदगाहों और मस्जिदों में नमाजियों का पहुंचना शुरू हो गया था। नमाज अदा करने के बाद लोगों ने एक-दूसरे को गले मिलकर ईद मुबारक कहा और मुल्क में अमन-चैन, खुशहाली और तरक्की की दुआएं मांगीं। इस दौरान बच्चों में विशेष उत्साह देखने को मिला। ईद के त्योहार को लेकर बाजारों में भी खासी रौनक रही। सिवइयों और मिठाइयों की दुकानों पर भीड़ उमड़ी रही। सुरक्षा व्यवस्था की दृष्टि से प्रशासन पूरी तरह मुस्तैद दिखा। पुलिस क्षेत्राधिकारी के नेतृत्व में भारी पुलिस बल ईदगाहों के आसपास तैनात रहा तथा ड्रोन कैमरों से निगरानी की गई। धर्मगुरुओं ने अपील करते हुए कहा कि ईद का त्योहार आपसी प्रेम, भाईचारे और इंसानियत का संदेश देता है। मुस्लिम समुदाय के लोगों ने गरीबों और जरूरतमंदों को फितरा देकर त्योहार की खुशियां साझा कीं। शाम तक लोगों के घरों में मेहमानों का आना-जाना लगा रहा। क्षेत्र में ईद का पर्व शांतिपूर्ण ढंग से संपन्न हुआ और प्रशासन की सक्रियता के चलते कहीं से किसी अप्रिय घटना की सूचना नहीं मिली। त्योहार पर नगर में यातायात व्यवस्था भी सुचारू रही। सामाजिक संगठनों और समाजसेवियों ने नमाजियों पर पुष्प वर्षा कर स्वागत किया। गोला, मैलानी, भीरा तथा आसपास के कस्बों में भी ईद मिलन का सिलसिला देर शाम तक चलता रहा। मिठास भरे इस त्योहार ने सांप्रदायिक सद्भाव की मिसाल एक बार फिर कायम की। xyxy=(548,169,990,416)
color-swatch xyxy=(39,2328,57,2346)
color-swatch xyxy=(1419,2328,1436,2346)
police-body xyxy=(1086,968,1522,1320)
color-swatch xyxy=(665,2328,682,2346)
sidebar-article-title: चार लोगों ने जहर खाया, जिला अस्पताल में भर्ती xyxy=(22,1305,205,1336)
street-protest-photo xyxy=(1268,1421,1522,1623)
sidebar-article-job-fair xyxy=(22,664,205,811)
hightension-headline: हाईटेंशन तार गिरने से बाइक जलकर खाक xyxy=(733,1344,916,1387)
color-swatch xyxy=(1160,2328,1177,2346)
road-sidebox xyxy=(1286,649,1522,888)
edition-regions-line1: ( बुन्देलखण्ड/लखीमपुर/हरदोई वार्ता) xyxy=(636,8,904,33)
leader-portrait-photo xyxy=(609,1998,695,2117)
color-swatch xyxy=(643,2328,661,2346)
bhoomi-pujan-photo xyxy=(1003,649,1276,887)
sidebar-article-title: मकान पर कब्जे को लेकर मां बेटे समेत तीन को पीटा xyxy=(26,1141,201,1172)
road-subhead: सदर विधायक ने बांदा–बिसंडा सड़क चौड़ीकरण परियोजना का किया भूमि पूजन xyxy=(791,603,1328,626)
page-number: 06 xyxy=(16,14,81,57)
color-swatch xyxy=(1246,2328,1264,2346)
website-block xyxy=(1282,22,1524,49)
sidebar-article-lift-accident xyxy=(22,1448,205,1580)
police-dateline: लखीमपुर खीरी। xyxy=(1086,968,1149,981)
color-swatch xyxy=(1375,2328,1393,2346)
gangster-content xyxy=(222,994,854,1288)
masthead-logo-icon xyxy=(93,18,126,51)
color-swatch xyxy=(147,2328,165,2346)
color-swatch xyxy=(1440,2328,1458,2346)
caption-bullet-icon xyxy=(229,1558,237,1566)
leader-portraits-grid xyxy=(609,1871,970,2277)
color-swatch xyxy=(1311,2328,1328,2346)
color-swatch xyxy=(1095,2328,1113,2346)
sidebar-article-body: बांदा। मकान में कब्जे को लेकर दबंगों ने मां बेटे समेत तीन लोगों को लाठी-डंडों से पीटकर घायल कर दिया। घायलों को जिला अस्पताल में भर्ती कराया गया। पीड़िता ने बताया कि विपक्षी लंबे समय से मकान खाली कराने का दबाव बना रहे थे। विरोध करने पर मारपीट की गई। पुलिस ने तहरीर के आधार पर मुकदमा दर्ज कर जांच शुरू कर दी है। गांव में तनाव को देखते हुए पुलिस बल तैनात किया गया है। xyxy=(22,1179,205,1289)
color-swatch xyxy=(406,2328,423,2346)
politics-headline: भाजपा की नई टीम : 24 सदस्यीय में चार महिलाओं को स्थान xyxy=(478,1807,1272,1848)
shivling-byline: विश्ववार्ता संवाददाता xyxy=(939,1405,1020,1417)
masthead-title: विश्ववार्ता xyxy=(145,9,245,42)
color-swatch xyxy=(728,2328,746,2346)
traders-caption-text: उरई में व्यापारी सम्मान समारोह में जल शक्ति मंत्री का हुआ स्वागत xyxy=(229,1556,430,1583)
globe-icon: e xyxy=(1282,22,1309,49)
color-swatch xyxy=(1332,2328,1350,2346)
color-swatch xyxy=(1030,2328,1048,2346)
shivling-content xyxy=(940,1421,1522,1725)
article-shivling-vandalism xyxy=(928,1344,1527,1749)
sidebar-article-body: अतर्रा। मुख्यमंत्री सामूहिक विवाह योजना के अंतर्गत नगर के मंडी परिसर में आयोजित समारोह में 20 जोड़े परिणय सूत्र में बंधे। वर-वधू को उपहार सामग्री तथा सहायता राशि प्रदान की गई। इस अवसर पर उपजिलाधिकारी, खंड विकास अधिकारी समेत अनेक जनप्रतिनिधि उपस्थित रहे। वैदिक मंत्रोच्चार के बीच विवाह संपन्न कराए गए तथा मुस्लिम रीति से निकाह भी पढ़ाया गया। अधिकारियों ने नवदंपतियों को आशीर्वाद देकर उज्ज्वल भविष्य की कामना की। xyxy=(22,854,205,979)
sukhnai-body xyxy=(871,960,1070,1317)
sidebar-article-body: हरदोई। जिला सेवायोजन कार्यालय द्वारा राजकीय औद्योगिक प्रशिक्षण संस्थान परिसर में 24 मार्च को बृहद रोजगार मेले का आयोजन किया जाएगा। मेले में 18 से 35 आयु वर्ग के हाईस्कूल, इंटरमीडिएट, स्नातक तथा आईटीआई उत्तीर्ण अभ्यर्थी प्रतिभाग कर सकते हैं। विभिन्न कंपनियां साक्षात्कार के माध्यम से चयन करेंगी। अभ्यर्थी अपने समस्त शैक्षिक प्रमाण पत्रों के साथ प्रातः 10.00 बजे उपस्थित हों। xyxy=(22,690,205,801)
traders-headline: प्रदेश की आर्थिक विकास में व्यापारियों की भूमिका अहम xyxy=(251,1344,681,1368)
